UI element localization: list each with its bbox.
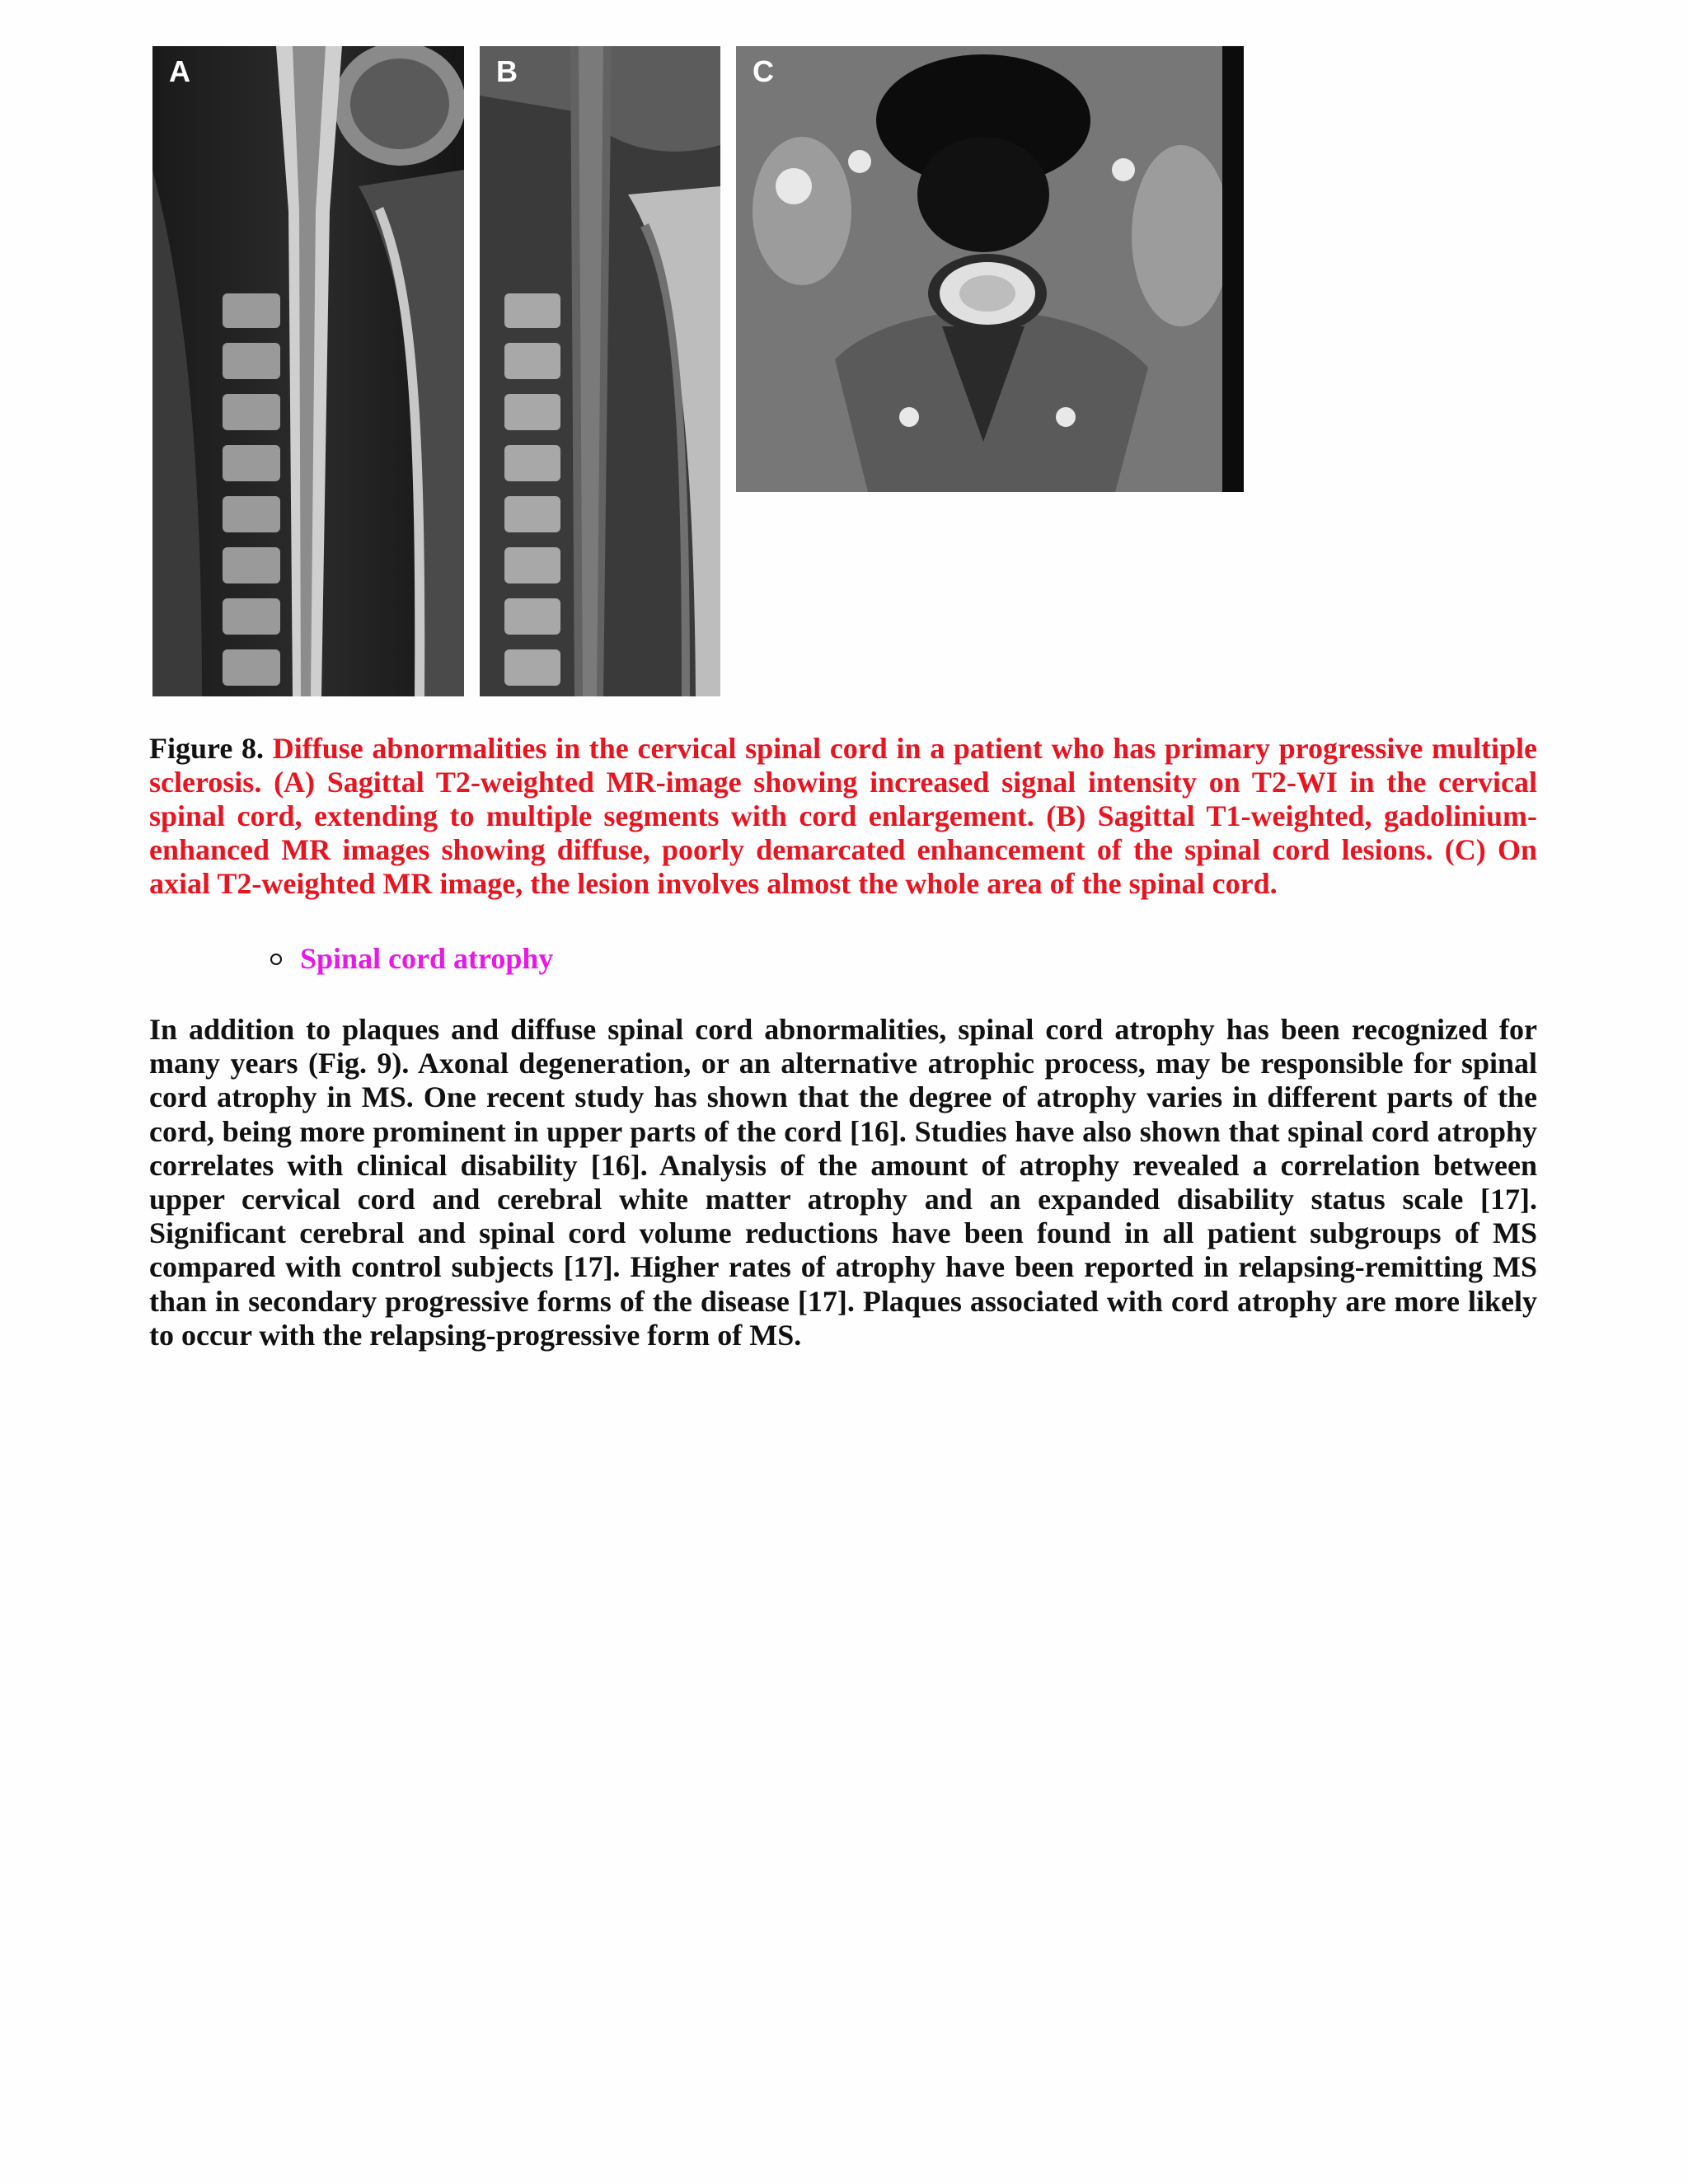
mri-sagittal-t2-icon: [152, 46, 464, 696]
section-heading-text: Spinal cord atrophy: [300, 942, 554, 975]
body-paragraph: In addition to plaques and diffuse spinal cord abnormalities, spinal cord atrophy has been recognized for many years (Fig. 9). Axonal degeneration, or an alternative atrophic process, may be responsible for spinal cord atrophy in MS. One recent study has shown that the degree of atrophy varies in different parts of the cord, being more prominent in upper parts of the cord [16]. Studies have also shown that spinal cord atrophy correlates with clinical disability [16]. Analysis of the amount of atrophy revealed a correlation between upper cervical cord and cerebral white matter atrophy and an expanded disability status scale [17]. Significant cerebral and spinal cord volume reductions have been found in all patient subgroups of MS compared with control subjects [17]. Higher rates of atrophy have been reported in relapsing-remitting MS than in secondary progressive forms of the disease [17]. Plaques associated with cord atrophy are more likely to occur with the relapsing-progressive form of MS.: [149, 1013, 1537, 1352]
panel-label-c: C: [753, 54, 774, 88]
figure-caption-label: Figure 8.: [149, 732, 265, 765]
panel-label-a: A: [169, 54, 190, 88]
section-heading: [270, 942, 553, 976]
figure-caption-text: Diffuse abnormalities in the cervical spinal cord in a patient who has primary progressive multiple sclerosis. (A) Sagittal T2-weighted MR-image showing increased signal intensity on T2-WI in the cervical spinal cord, extending to multiple segments with cord enlargement. (B) Sagittal T1-weighted, gadolinium-enhanced MR images showing diffuse, poorly demarcated enhancement of the spinal cord lesions. (C) On axial T2-weighted MR image, the lesion involves almost the whole area of the spinal cord.: [149, 732, 1538, 900]
panel-label-b: B: [496, 54, 518, 88]
mri-sagittal-t1-icon: [480, 46, 720, 696]
mri-panel-a: [152, 46, 464, 696]
hollow-circle-bullet-icon: [270, 954, 282, 965]
mri-panel-b: [480, 46, 720, 696]
mri-axial-t2-icon: [736, 46, 1244, 492]
figure-caption: [149, 732, 1537, 901]
mri-panel-c: [736, 46, 1244, 492]
